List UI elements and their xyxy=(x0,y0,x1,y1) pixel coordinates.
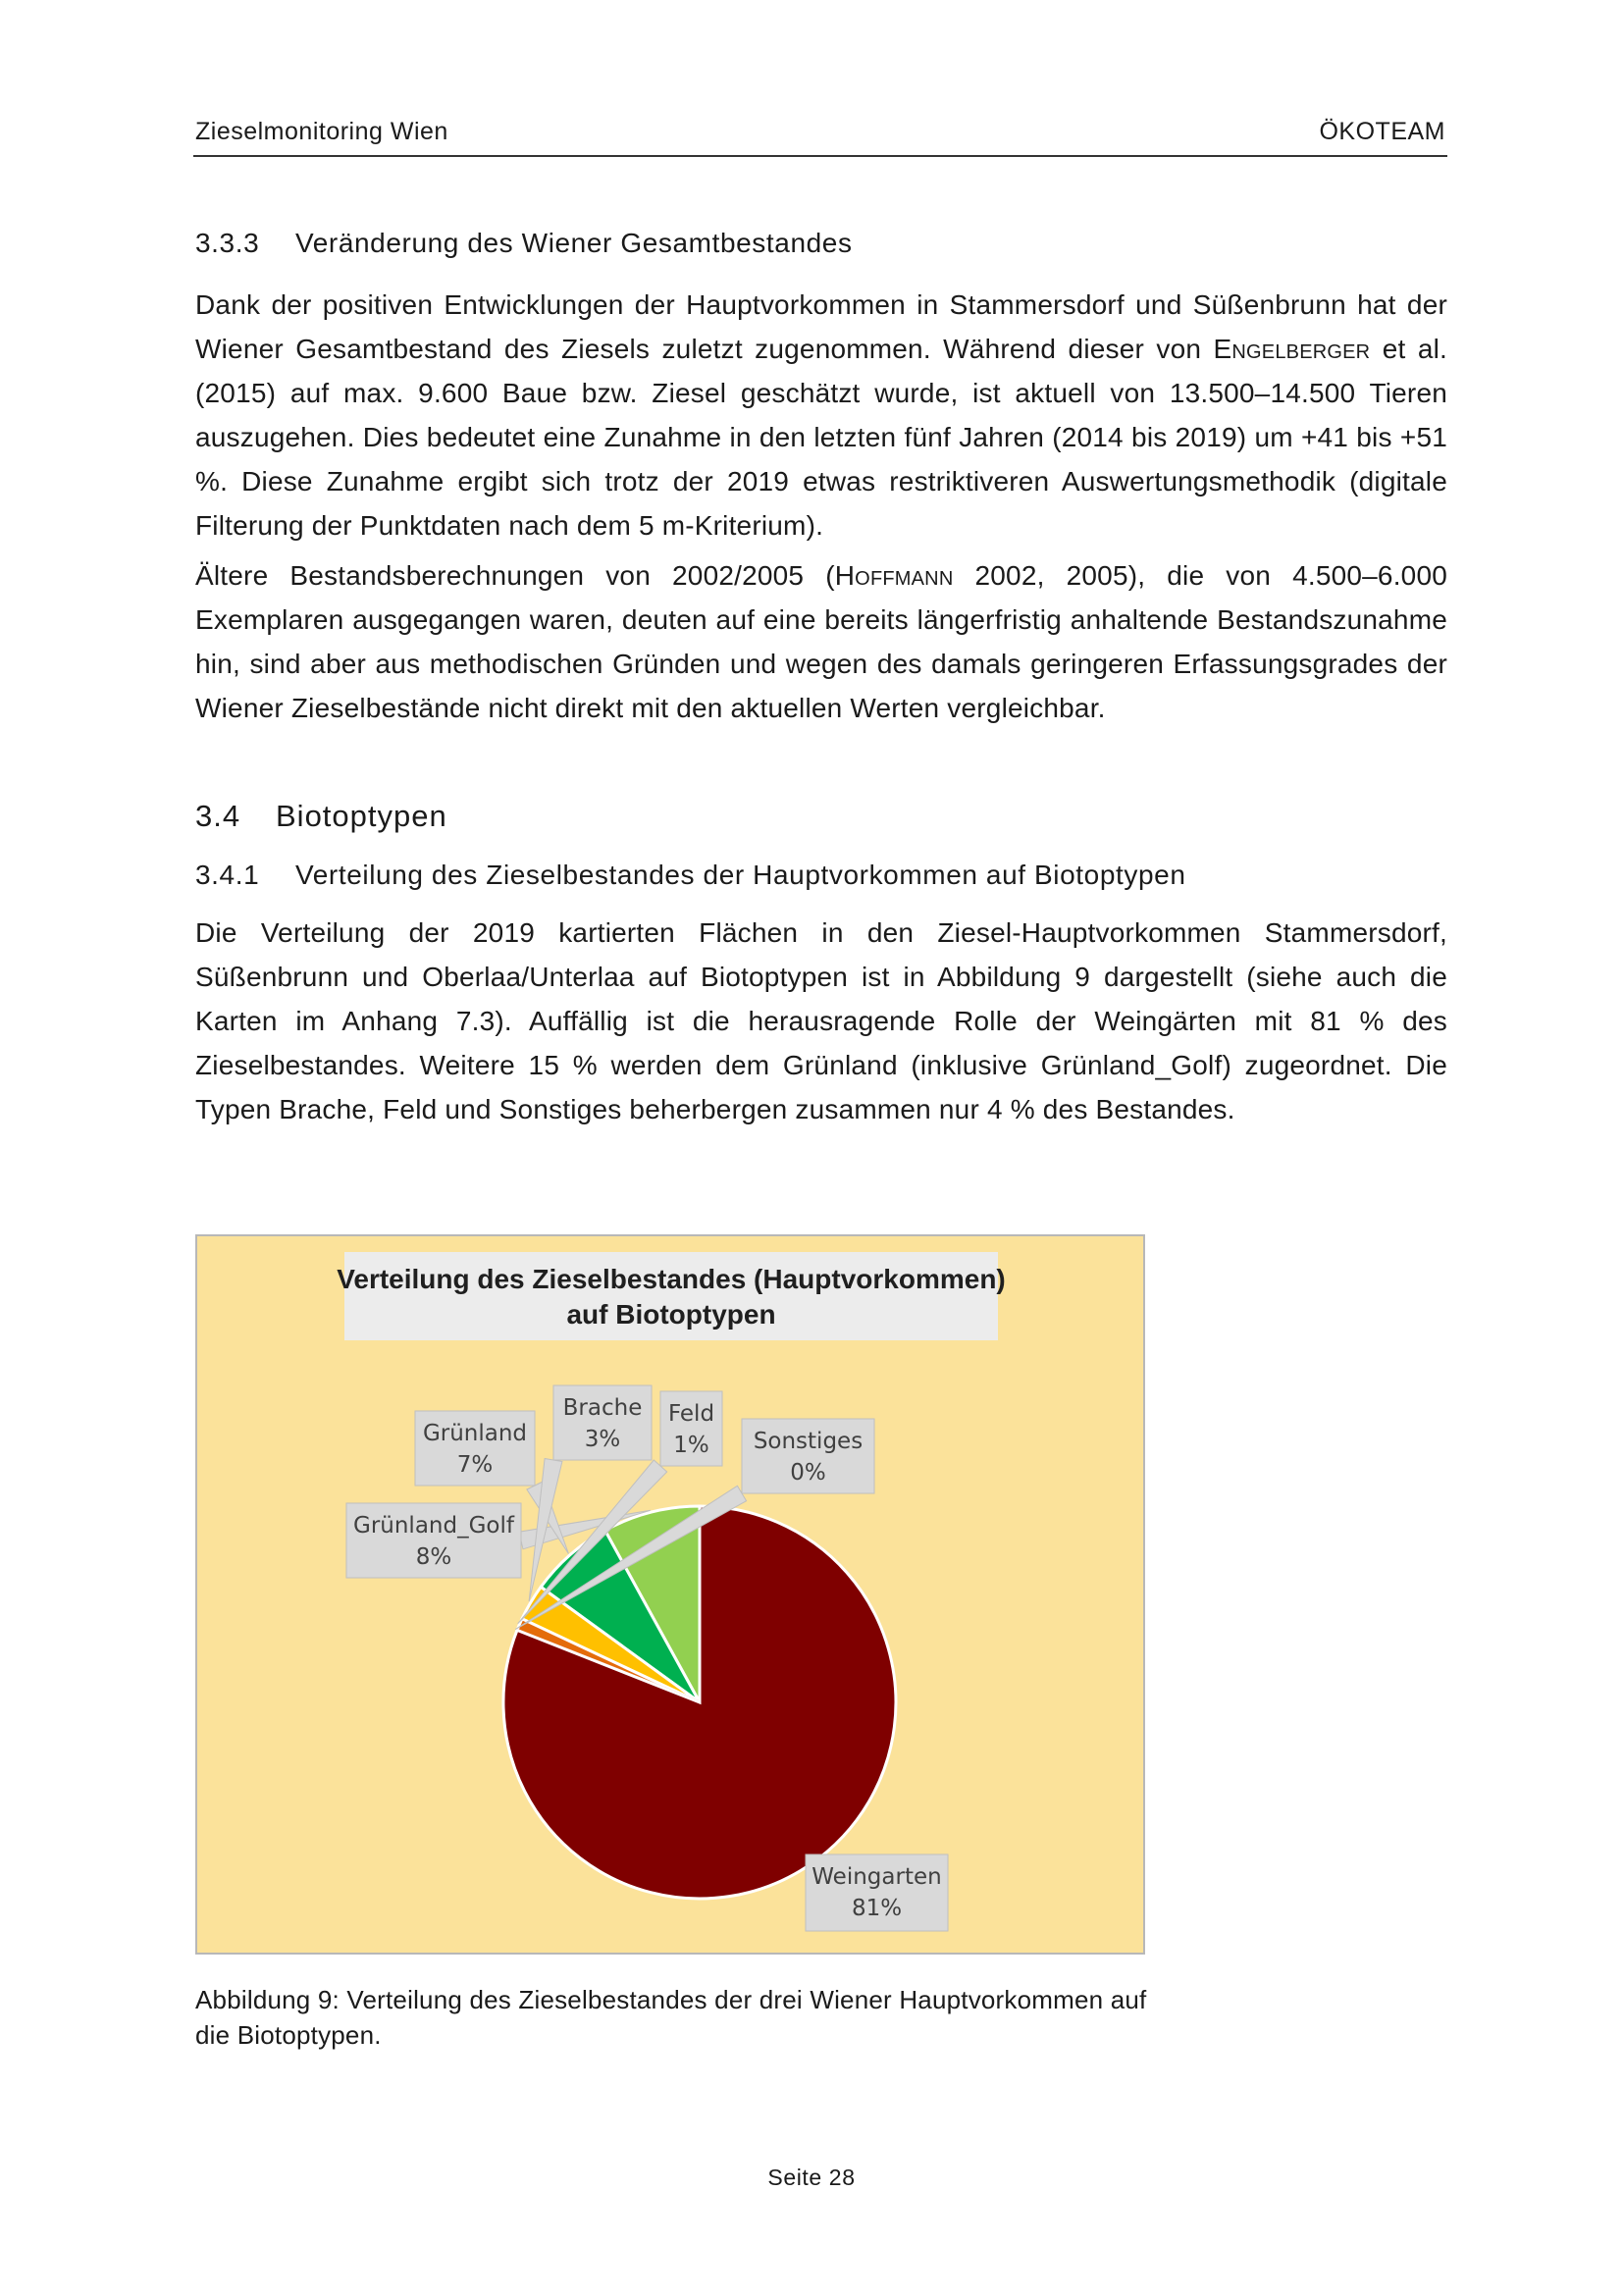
heading-number: 3.4.1 xyxy=(195,860,260,890)
heading-title: Biotoptypen xyxy=(276,799,447,833)
data-label-category: Sonstiges xyxy=(753,1429,864,1454)
data-label-value: 81% xyxy=(851,1896,903,1921)
data-label-category: Feld xyxy=(667,1401,715,1427)
data-label-category: Weingarten xyxy=(812,1864,942,1890)
text-run: 2002, 2005), die von 4.500–6.000 Exemplaren ausgegangen waren, deuten auf eine bereits längerfristig anhaltende Bestandszunahme hin, sind aber aus methodischen Gründen und wegen des damals geringeren Erfassungsgrades der Wiener Zieselbestände nicht direkt mit den aktuellen Werten vergleichbar. xyxy=(195,560,1447,723)
chart-title-line-2: auf Biotoptypen xyxy=(566,1299,776,1330)
data-label-value: 1% xyxy=(673,1433,709,1458)
paragraph xyxy=(195,283,1447,548)
heading-title: Verteilung des Zieselbestandes der Hauptvorkommen auf Biotoptypen xyxy=(295,860,1186,890)
heading-3-4 xyxy=(195,799,1447,834)
figure-caption: Abbildung 9: Verteilung des Zieselbestandes der drei Wiener Hauptvorkommen auf die Biotoptypen. xyxy=(195,1985,1147,2050)
paragraph xyxy=(195,553,1447,730)
page-number: Seite 28 xyxy=(767,2165,856,2190)
heading-3-3-3 xyxy=(195,228,1447,259)
text-run: Ältere Bestandsberechnungen von 2002/2005 ( xyxy=(195,560,835,591)
chart-title-line-1: Verteilung des Zieselbestandes (Hauptvorkommen) xyxy=(337,1264,1006,1294)
data-label-value: 8% xyxy=(415,1544,452,1570)
paragraph: Die Verteilung der 2019 kartierten Flächen in den Ziesel-Hauptvorkommen Stammersdorf, Süßenbrunn und Oberlaa/Unterlaa auf Biotoptypen ist in Abbildung 9 dargestellt (siehe auch die Karten im Anhang 7.3). Auffällig ist die herausragende Rolle der Weingärten mit 81 % des Zieselbestandes. Weitere 15 % werden dem Grünland (inklusive Grünland_Golf) zugeordnet. Die Typen Brache, Feld und Sonstiges beherbergen zusammen nur 4 % des Bestandes. xyxy=(195,917,1447,1124)
data-label-category: Grünland xyxy=(422,1421,528,1446)
author-name: Engelberger xyxy=(1213,334,1371,364)
header-right: ÖKOTEAM xyxy=(1319,118,1445,145)
header-left: Zieselmonitoring Wien xyxy=(195,118,448,145)
heading-title: Veränderung des Wiener Gesamtbestandes xyxy=(295,228,853,258)
pie-chart xyxy=(197,1236,1143,1953)
text-run: et al. (2015) auf max. 9.600 Baue bzw. Ziesel geschätzt wurde, ist aktuell von 13.500–14.500 Tieren auszugehen. Dies bedeutet eine Zunahme in den letzten fünf Jahren (2014 bis 2019) um +41 bis +51 %. Diese Zunahme ergibt sich trotz der 2019 etwas restriktiveren Auswertungsmethodik (digitale Filterung der Punktdaten nach dem 5 m-Kriterium). xyxy=(195,334,1447,541)
page-header xyxy=(193,114,1447,157)
data-label-value: 0% xyxy=(790,1460,826,1486)
author-name: Hoffmann xyxy=(834,560,954,591)
main-content xyxy=(195,228,1447,1131)
pie-chart-figure xyxy=(195,1234,1145,1955)
pie-slices xyxy=(503,1506,896,1899)
text-run: Dank der positiven Entwicklungen der Hauptvorkommen in Stammersdorf und Süßenbrunn hat der Wiener Gesamtbestand des Ziesels zuletzt zugenommen. Während dieser von xyxy=(195,289,1447,364)
heading-3-4-1 xyxy=(195,860,1447,891)
data-label-category: Grünland_Golf xyxy=(353,1513,514,1539)
data-label-value: 3% xyxy=(584,1427,621,1452)
data-label-category: Brache xyxy=(562,1395,643,1421)
heading-number: 3.3.3 xyxy=(195,228,260,258)
data-label-value: 7% xyxy=(456,1452,494,1478)
heading-number: 3.4 xyxy=(195,799,241,833)
